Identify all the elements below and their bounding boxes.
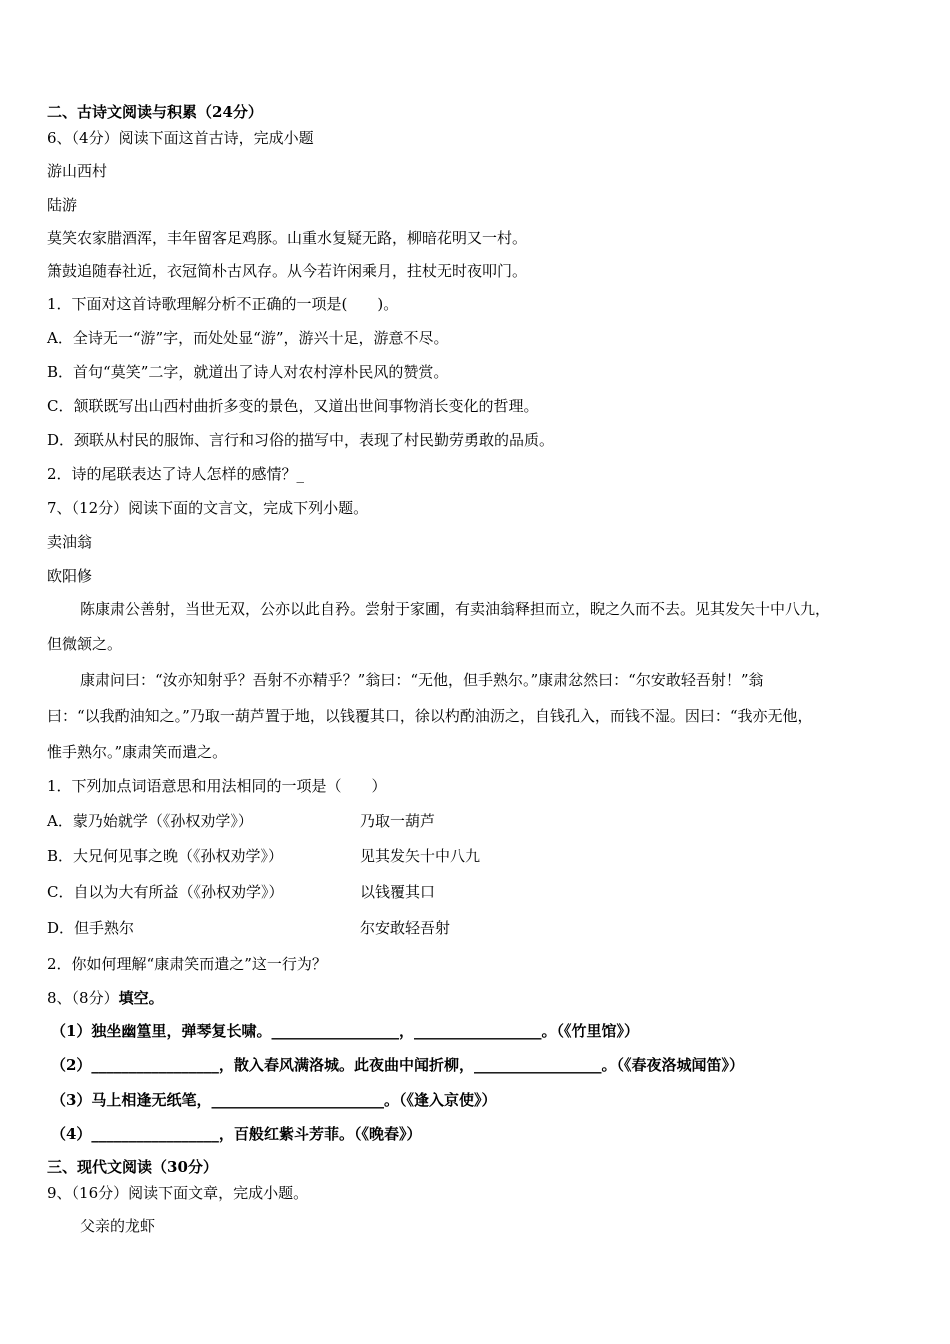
question-6-option-b: B．首句“莫笑”二字，就道出了诗人对农村淳朴民风的赞赏。: [47, 363, 449, 381]
poem-line-1: 莫笑农家腊酒浑，丰年留客足鸡豚。山重水复疑无路，柳暗花明又一村。: [47, 229, 528, 247]
poem-line-2: 箫鼓追随春社近，衣冠简朴古风存。从今若许闲乘月，拄杖无时夜叩门。: [47, 262, 528, 280]
question-9-intro: 9、（16分）阅读下面文章，完成小题。: [47, 1184, 309, 1202]
question-7-sub-2: 2．你如何理解“康肃笑而遣之”这一行为？: [47, 955, 327, 973]
option-a-right: 乃取一葫芦: [360, 812, 436, 830]
option-c-left: C．自以为大有所益（《孙权劝学》）: [47, 883, 284, 901]
article-title: 父亲的龙虾: [80, 1217, 156, 1235]
question-6-option-a: A．全诗无一“游”字，而处处显“游”，游兴十足，游意不尽。: [47, 329, 449, 347]
poem-author: 陆游: [47, 196, 78, 214]
question-7-option-c: [47, 882, 917, 902]
option-c-right: 以钱覆其口: [360, 883, 436, 901]
question-6-sub-2: 2．诗的尾联表达了诗人怎样的感情？_: [47, 465, 305, 483]
question-7-option-d: [47, 918, 917, 938]
essay-paragraph-1-line-1: 陈康肃公善射，当世无双，公亦以此自矜。尝射于家圃，有卖油翁释担而立，睨之久而不去。见其发矢十中八九，: [80, 600, 831, 618]
question-6-option-d: D．颈联从村民的服饰、言行和习俗的描写中，表现了村民勤劳勇敢的品质。: [47, 431, 555, 449]
section-heading-modern-reading: 三、现代文阅读（30分）: [47, 1158, 218, 1176]
question-8-item-3: （3）马上相逢无纸笔，_______________________。（《逢入京使》）: [51, 1091, 497, 1109]
question-7-option-b: [47, 846, 917, 866]
question-8-item-2: （2）_________________，散入春风满洛城。此夜曲中闻折柳，_________________。（《春夜洛城闻笛》）: [51, 1056, 744, 1074]
section-heading-ancient-poetry: 二、古诗文阅读与积累（24分）: [47, 103, 263, 121]
essay-author: 欧阳修: [47, 567, 93, 585]
option-d-left: D．但手熟尔: [47, 919, 135, 937]
question-6-sub-1: 1．下面对这首诗歌理解分析不正确的一项是( )。: [47, 295, 399, 313]
option-b-left: B．大兄何见事之晚（《孙权劝学》）: [47, 847, 284, 865]
essay-paragraph-2-line-2: 曰：“以我酌油知之。”乃取一葫芦置于地，以钱覆其口，徐以杓酌油沥之，自钱孔入，而钱不湿。因曰：“我亦无他，: [47, 707, 813, 725]
question-6-option-c: C．颔联既写出山西村曲折多变的景色，又道出世间事物消长变化的哲理。: [47, 397, 539, 415]
question-6-intro: 6、（4分）阅读下面这首古诗，完成小题: [47, 129, 314, 147]
question-7-option-a: [47, 811, 917, 831]
question-7-sub-1: 1．下列加点词语意思和用法相同的一项是（ ）: [47, 777, 387, 795]
question-8-item-1: （1）独坐幽篁里，弹琴复长啸。_________________，_________________。（《竹里馆》）: [51, 1022, 639, 1040]
question-8-item-4: （4）_________________，百般红紫斗芳菲。（《晚春》）: [51, 1125, 422, 1143]
question-8-intro-bold: 填空。: [118, 989, 164, 1007]
essay-paragraph-1-line-2: 但微颔之。: [47, 635, 123, 653]
essay-paragraph-2-line-3: 惟手熟尔。”康肃笑而遣之。: [47, 743, 228, 761]
question-8-intro-prefix: 8、（8分）: [47, 989, 119, 1007]
option-b-right: 见其发矢十中八九: [360, 847, 481, 865]
question-8-intro: [47, 988, 164, 1008]
option-d-right: 尔安敢轻吾射: [360, 919, 451, 937]
option-a-left: A．蒙乃始就学（《孙权劝学》）: [47, 812, 253, 830]
essay-paragraph-2-line-1: 康肃问曰：“汝亦知射乎？吾射不亦精乎？”翁曰：“无他，但手熟尔。”康肃忿然曰：“尔安敢轻吾射！”翁: [80, 671, 764, 689]
poem-title: 游山西村: [47, 162, 108, 180]
question-7-intro: 7、（12分）阅读下面的文言文，完成下列小题。: [47, 499, 369, 517]
essay-title: 卖油翁: [47, 533, 93, 551]
